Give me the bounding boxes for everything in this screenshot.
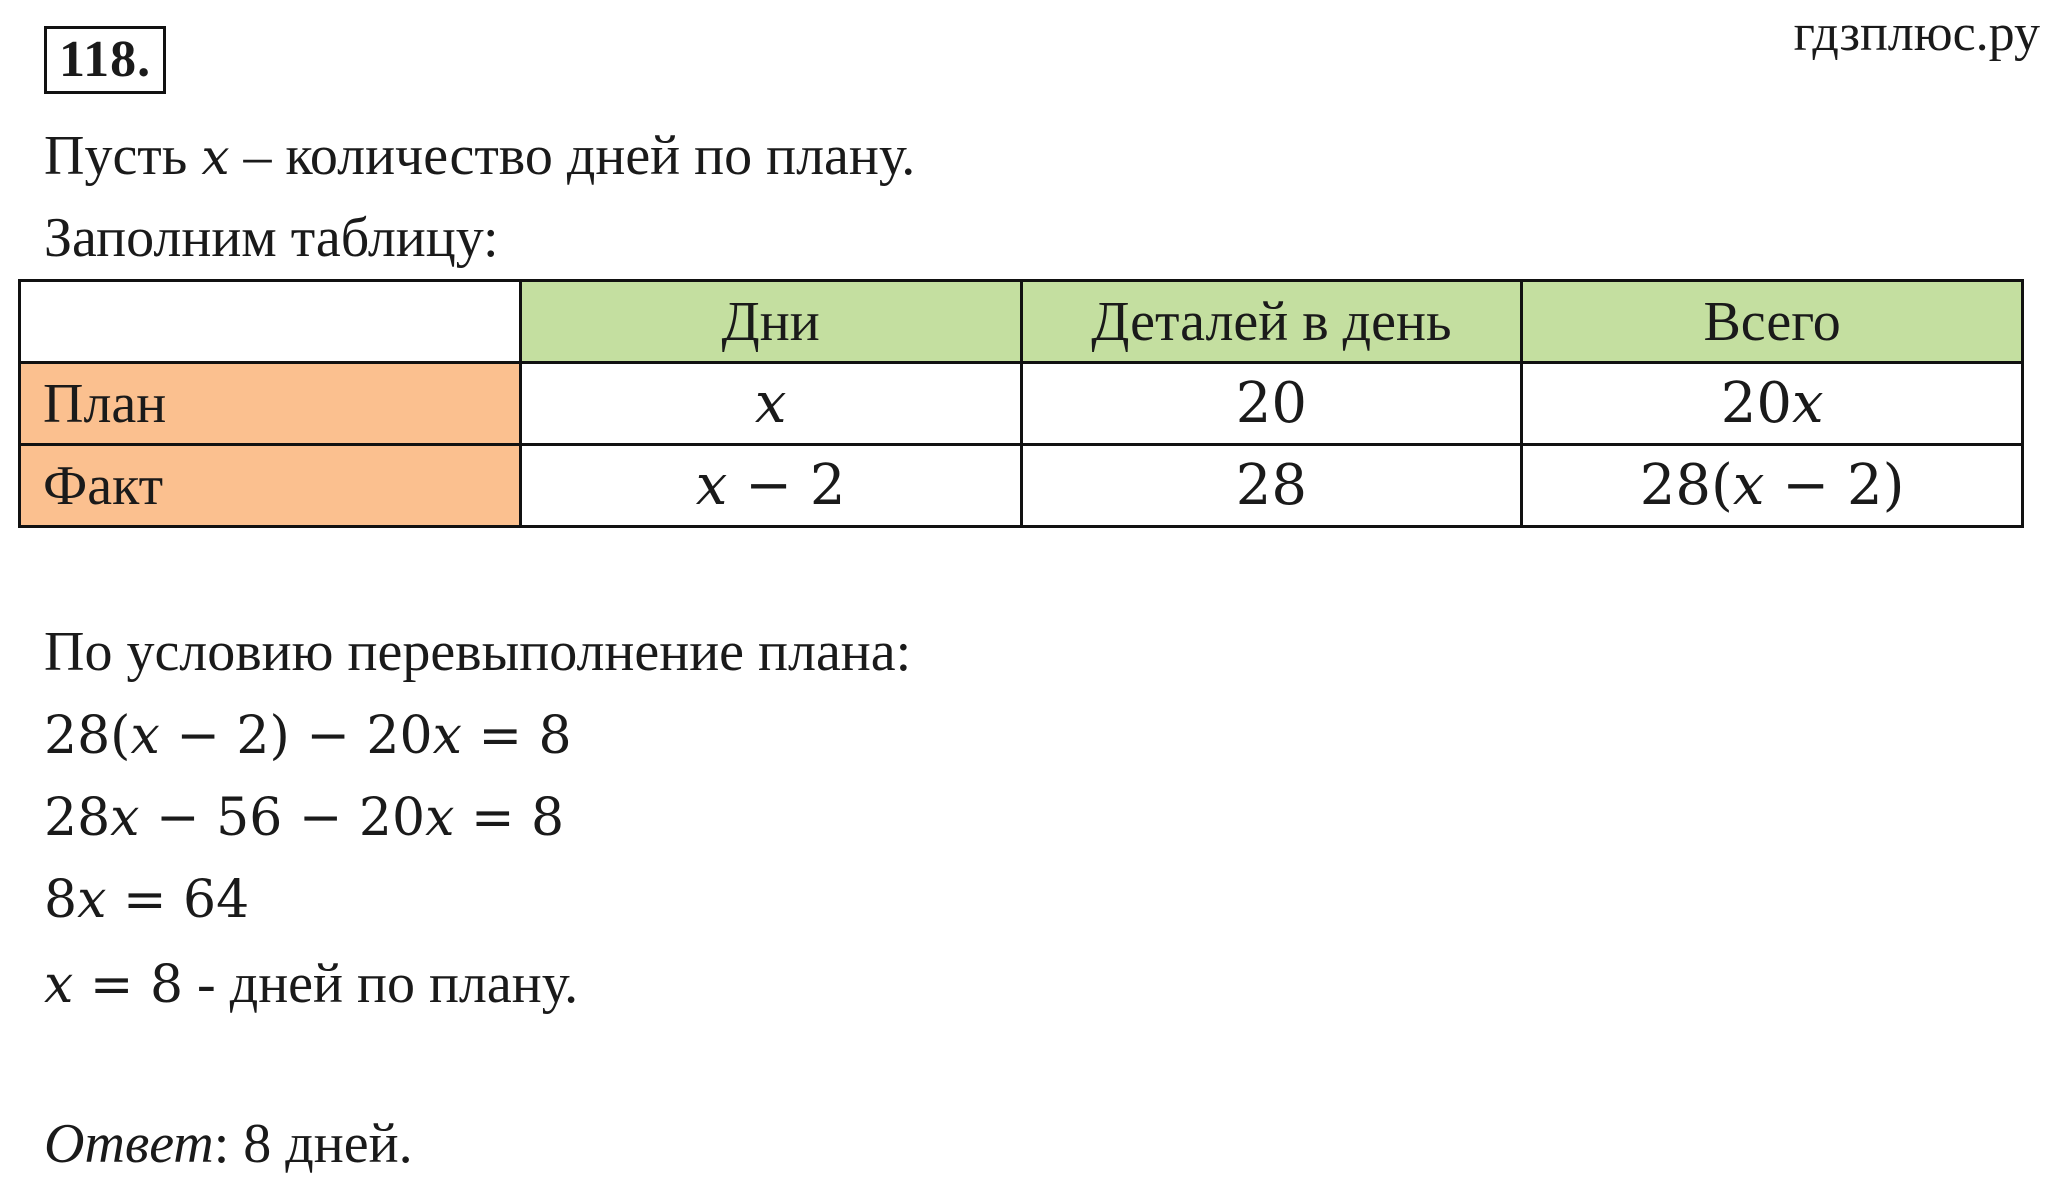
condition-text: По условию перевыполнение плана:: [44, 621, 912, 683]
equation-3: 8x = 64: [44, 870, 250, 930]
cell-fact-per-day: 28: [1021, 445, 1522, 527]
table-row-fact: [20, 445, 2023, 527]
row-label-plan: План: [20, 363, 521, 445]
cell-plan-per-day: 20: [1021, 363, 1522, 445]
data-table: [18, 279, 2024, 528]
intro-line-1: [44, 124, 915, 188]
intro-prefix: Пусть: [44, 125, 202, 187]
table-header-row: [20, 281, 2023, 363]
answer-line: [44, 1112, 413, 1176]
equation-4-math: x = 8: [44, 955, 184, 1015]
equation-4: [44, 952, 578, 1016]
table-row-plan: [20, 363, 2023, 445]
equation-1: 28(x − 2) − 20x = 8: [44, 706, 572, 766]
answer-label: Ответ: [44, 1113, 214, 1175]
column-header-days: Дни: [520, 281, 1021, 363]
intro-variable: x: [201, 128, 230, 186]
equation-4-note: - дней по плану.: [183, 953, 579, 1015]
table-corner-cell: [20, 281, 521, 363]
column-header-total: Всего: [1522, 281, 2023, 363]
site-name: гдзплюс.ру: [1793, 5, 2040, 62]
problem-number: 118.: [44, 26, 166, 94]
cell-plan-days: x: [520, 363, 1021, 445]
equation-2: 28x − 56 − 20x = 8: [44, 788, 565, 848]
cell-fact-days: x − 2: [520, 445, 1021, 527]
cell-fact-total: 28(x − 2): [1522, 445, 2023, 527]
cell-plan-total: 20x: [1522, 363, 2023, 445]
intro-suffix: – количество дней по плану.: [229, 125, 916, 187]
row-label-fact: Факт: [20, 445, 521, 527]
answer-text: : 8 дней.: [213, 1113, 413, 1175]
column-header-per-day: Деталей в день: [1021, 281, 1522, 363]
intro-line-2: Заполним таблицу:: [44, 207, 499, 269]
